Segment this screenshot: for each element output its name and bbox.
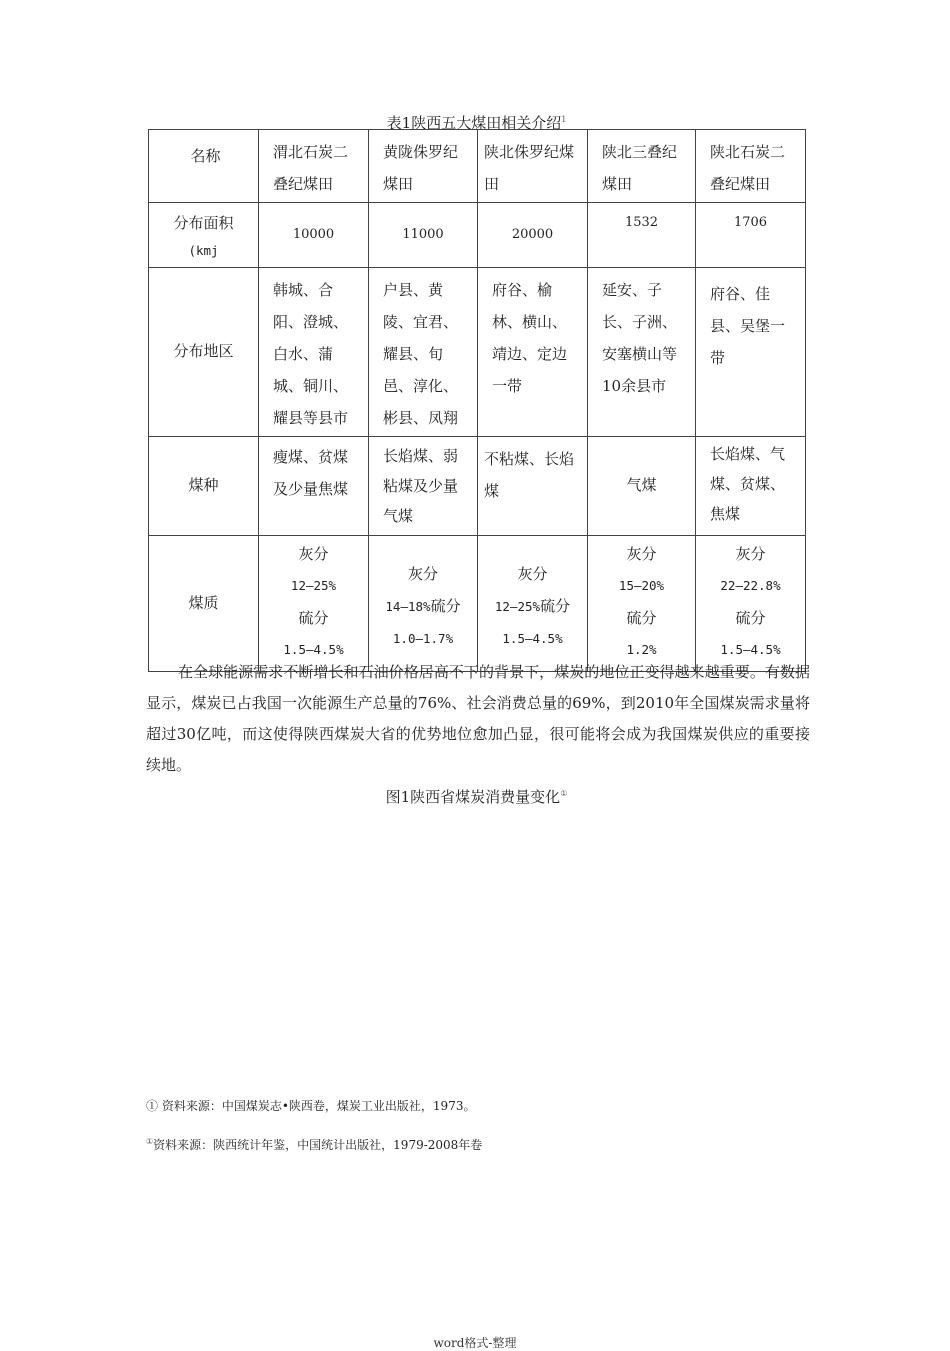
coalfield-name-4: 陕北三叠纪煤田 (588, 130, 696, 203)
table-row-quality (149, 536, 806, 672)
area-label: 分布面积 (173, 214, 234, 232)
coalfield-name-5: 陕北石炭二叠纪煤田 (696, 130, 806, 203)
figure-caption (148, 786, 805, 807)
area-value-3: 20000 (478, 203, 588, 268)
figure-caption-text: 图1陕西省煤炭消费量变化 (385, 788, 561, 806)
table-caption-text: 表1陕西五大煤田相关介绍 (386, 114, 562, 132)
coal-type-value-4: 气煤 (588, 437, 696, 536)
ash-label: 灰分 (298, 545, 329, 563)
ash-value-5: 22—22.8% (720, 578, 781, 593)
table-row-coal-type (149, 437, 806, 536)
sulfur-value-3: 1.5—4.5% (502, 631, 563, 646)
coal-type-value-3: 不粘煤、长焰煤 (478, 437, 588, 536)
area-value-5: 1706 (696, 203, 806, 268)
row-header-area (149, 203, 259, 268)
body-paragraph: 在全球能源需求不断增长和石油价格居高不下的背景下，煤炭的地位正变得越来越重要。有数据显示，煤炭已占我国一次能源生产总量的76%、社会消费总量的69%，到2010年全国煤炭需求量将超过30亿吨，而这使得陕西煤炭大省的优势地位愈加凸显，很可能将会成为我国煤炭供应的重要接续地。 (146, 663, 810, 774)
region-value-3: 府谷、榆林、横山、靖边、定边一带 (478, 268, 588, 437)
ash-value-4: 15—20% (618, 578, 665, 593)
ash-value-1: 12—25% (290, 578, 337, 593)
ash-value-3: 12—25% (494, 599, 541, 614)
area-value-2: 11000 (369, 203, 478, 268)
coalfield-name-3: 陕北侏罗纪煤田 (478, 130, 588, 203)
region-value-2: 户县、黄陵、宜君、耀县、旬邑、淳化、彬县、凤翔 (369, 268, 478, 437)
figure-placeholder-area (148, 812, 805, 1082)
coalfield-name-1: 渭北石炭二叠纪煤田 (259, 130, 369, 203)
area-value-4: 1532 (588, 203, 696, 268)
quality-value-2 (369, 536, 478, 672)
table-caption-footnote-mark: 1 (561, 115, 567, 124)
region-value-1: 韩城、合阳、澄城、白水、蒲城、铜川、耀县等县市 (259, 268, 369, 437)
coalfield-name-2: 黄陇侏罗纪煤田 (369, 130, 478, 203)
quality-value-5 (696, 536, 806, 672)
coal-type-value-2: 长焰煤、弱粘煤及少量气煤 (369, 437, 478, 536)
table-row-region (149, 268, 806, 437)
sulfur-label: 硫分 (430, 597, 461, 615)
figure-caption-footnote-mark: ① (560, 789, 568, 798)
footnote-1 (146, 1097, 475, 1114)
row-header-quality: 煤质 (149, 536, 259, 672)
footnote-1-text: 资料来源：中国煤炭志•陕西卷，煤炭工业出版社，1973。 (161, 1099, 476, 1113)
footnote-1-mark: ① (146, 1099, 159, 1113)
ash-label: 灰分 (517, 565, 548, 583)
ash-label: 灰分 (626, 545, 657, 563)
sulfur-value-5: 1.5—4.5% (720, 642, 781, 657)
footnote-2-mark: ① (146, 1137, 154, 1146)
region-value-5: 府谷、佳县、吴堡一带 (696, 268, 806, 437)
sulfur-value-4: 1.2% (626, 642, 657, 657)
footnote-2 (146, 1136, 482, 1153)
coal-type-value-5: 长焰煤、气煤、贫煤、焦煤 (696, 437, 806, 536)
sulfur-label: 硫分 (735, 609, 766, 627)
area-unit: (kmj (188, 243, 219, 258)
area-value-1: 10000 (259, 203, 369, 268)
row-header-region: 分布地区 (149, 268, 259, 437)
quality-value-3 (478, 536, 588, 672)
table-row-name (149, 130, 806, 203)
region-value-4: 延安、子长、子洲、安塞横山等10余县市 (588, 268, 696, 437)
row-header-name: 名称 (149, 130, 259, 203)
sulfur-label: 硫分 (298, 609, 329, 627)
ash-value-2: 14—18% (385, 599, 431, 614)
ash-label: 灰分 (407, 565, 438, 583)
row-header-coal-type: 煤种 (149, 437, 259, 536)
ash-label: 灰分 (735, 545, 766, 563)
footnote-2-text: 资料来源：陕西统计年鉴，中国统计出版社，1979-2008年卷 (153, 1138, 483, 1152)
quality-value-4 (588, 536, 696, 672)
sulfur-label: 硫分 (540, 597, 571, 615)
coalfield-table (148, 129, 806, 672)
sulfur-label: 硫分 (626, 609, 657, 627)
coal-type-value-1: 瘦煤、贫煤及少量焦煤 (259, 437, 369, 536)
sulfur-value-2: 1.0—1.7% (392, 631, 454, 646)
table-row-area (149, 203, 806, 268)
sulfur-value-1: 1.5—4.5% (283, 642, 344, 657)
page-footer: word格式-整理 (433, 1336, 517, 1350)
quality-value-1 (259, 536, 369, 672)
